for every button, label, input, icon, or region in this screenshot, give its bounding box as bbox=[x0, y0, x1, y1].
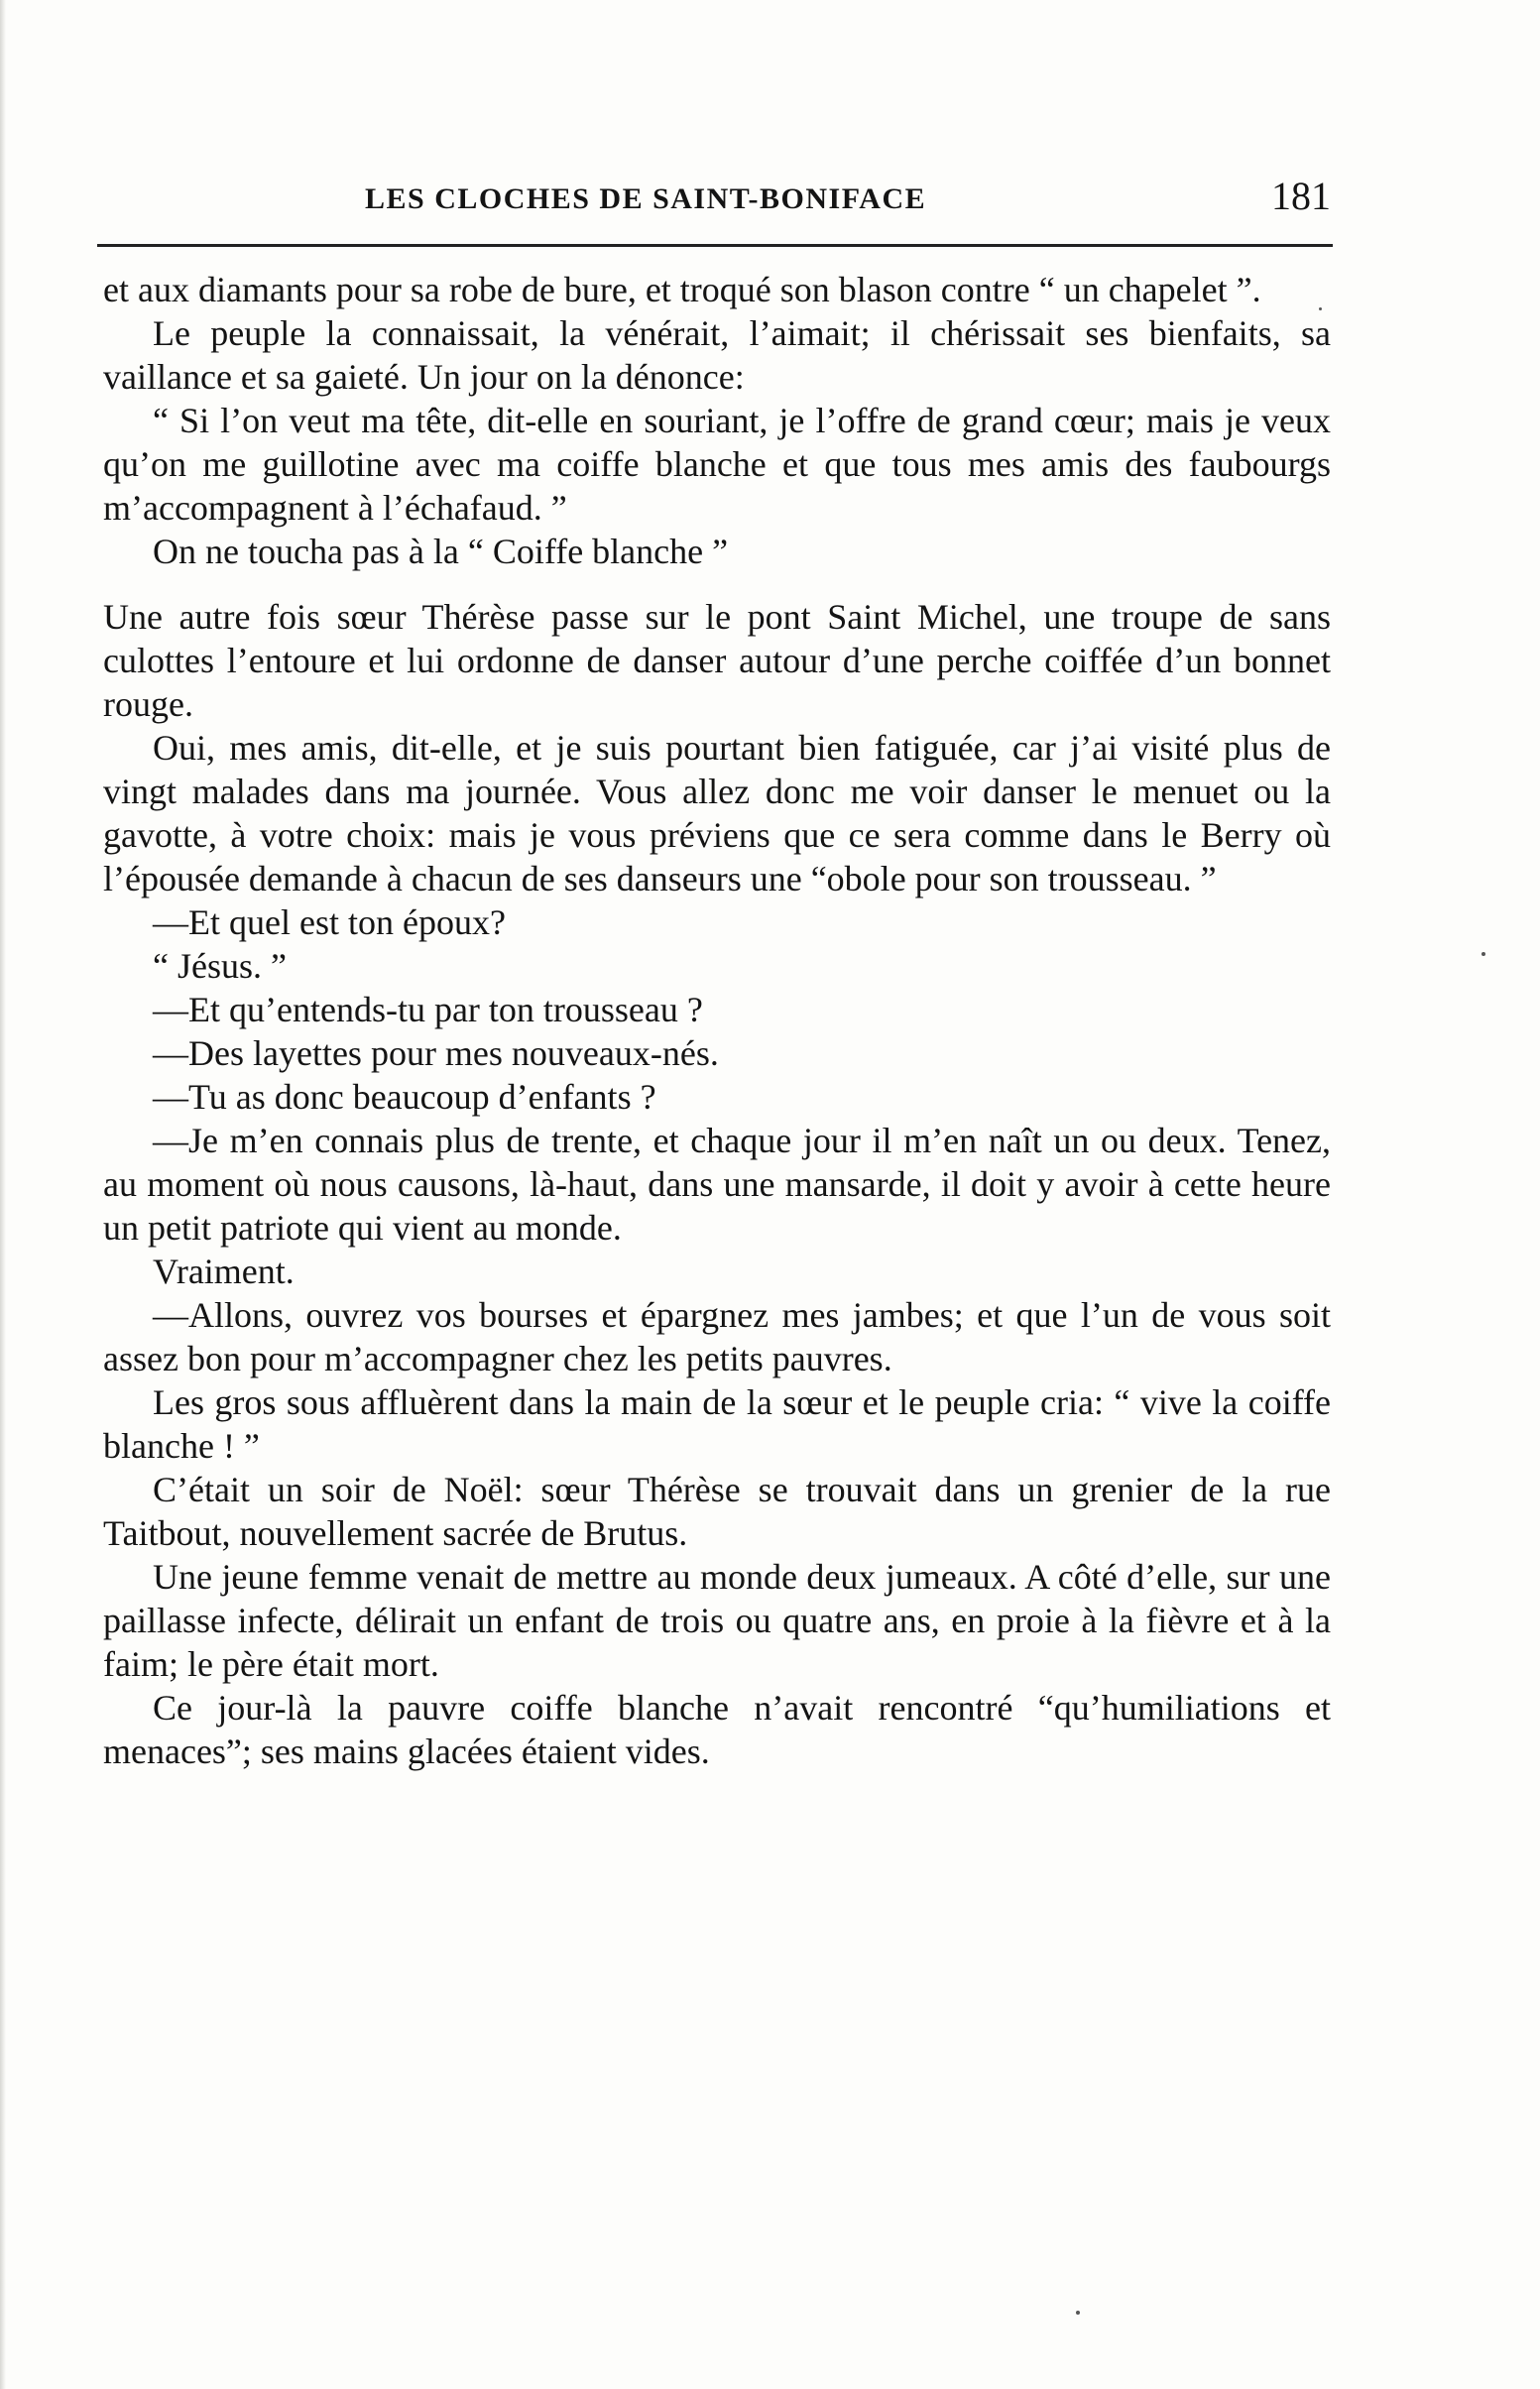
body-text bbox=[103, 268, 1331, 1773]
paragraph: Le peuple la connaissait, la vénérait, l’aimait; il chérissait ses bienfaits, sa vaillance et sa gaieté. Un jour on la dénonce: bbox=[103, 313, 1331, 397]
ink-speck bbox=[1076, 2311, 1080, 2315]
paragraph: Oui, mes amis, dit-elle, et je suis pourtant bien fatiguée, car j’ai visité plus de vingt malades dans ma journée. Vous allez donc me voir danser le menuet ou la gavotte, à votre choix: mais je vous préviens que ce sera comme dans le Berry où l’épousée demande à chacun de ses danseurs une “obole pour son trousseau. ” bbox=[103, 728, 1331, 898]
ink-speck bbox=[1481, 952, 1485, 956]
paragraph: et aux diamants pour sa robe de bure, et troqué son blason contre “ un chapelet ”. bbox=[103, 270, 1261, 309]
paragraph: C’était un soir de Noël: sœur Thérèse se trouvait dans un grenier de la rue Taitbout, nouvellement sacrée de Brutus. bbox=[103, 1470, 1331, 1553]
paragraph: Ce jour-là la pauvre coiffe blanche n’avait rencontré “qu’humiliations et menaces”; ses mains glacées étaient vides. bbox=[103, 1688, 1331, 1771]
ink-speck bbox=[1319, 307, 1322, 310]
dialogue-line: —Et quel est ton époux? bbox=[153, 902, 506, 942]
paragraph: Les gros sous affluèrent dans la main de la sœur et le peuple cria: “ vive la coiffe blanche ! ” bbox=[103, 1382, 1331, 1466]
page-header bbox=[103, 169, 1333, 228]
page-edge-shadow bbox=[0, 0, 6, 2389]
dialogue-line: —Tu as donc beaucoup d’enfants ? bbox=[153, 1077, 656, 1117]
paragraph: Une jeune femme venait de mettre au monde deux jumeaux. A côté d’elle, sur une paillasse infecte, délirait un enfant de trois ou quatre ans, en proie à la fièvre et à la faim; le père était mort. bbox=[103, 1557, 1331, 1684]
dialogue-line: —Des layettes pour mes nouveaux-nés. bbox=[153, 1033, 719, 1073]
header-rule bbox=[97, 244, 1333, 247]
dialogue-line: —Allons, ouvrez vos bourses et épargnez mes jambes; et que l’un de vous soit assez bon pour m’accompagner chez les petits pauvres. bbox=[103, 1295, 1331, 1378]
paragraph: “ Si l’on veut ma tête, dit-elle en souriant, je l’offre de grand cœur; mais je veux qu’on me guillotine avec ma coiffe blanche et que tous mes amis des faubourgs m’accompagnent à l’échafaud. ” bbox=[103, 401, 1331, 528]
dialogue-line: “ Jésus. ” bbox=[153, 946, 287, 986]
page-number: 181 bbox=[1271, 174, 1331, 218]
dialogue-line: Vraiment. bbox=[153, 1252, 295, 1291]
dialogue-line: —Je m’en connais plus de trente, et chaque jour il m’en naît un ou deux. Tenez, au moment où nous causons, là-haut, dans une mansarde, il doit y avoir à cette heure un petit patriote qui vient au monde. bbox=[103, 1121, 1331, 1248]
paragraph: On ne toucha pas à la “ Coiffe blanche ” bbox=[153, 532, 729, 571]
paragraph: Une autre fois sœur Thérèse passe sur le pont Saint Michel, une troupe de sans culottes l’entoure et lui ordonne de danser autour d’une perche coiffée d’un bonnet rouge. bbox=[103, 597, 1331, 724]
dialogue-line: —Et qu’entends-tu par ton trousseau ? bbox=[153, 990, 703, 1029]
running-head: LES CLOCHES DE SAINT-BONIFACE bbox=[365, 182, 927, 215]
